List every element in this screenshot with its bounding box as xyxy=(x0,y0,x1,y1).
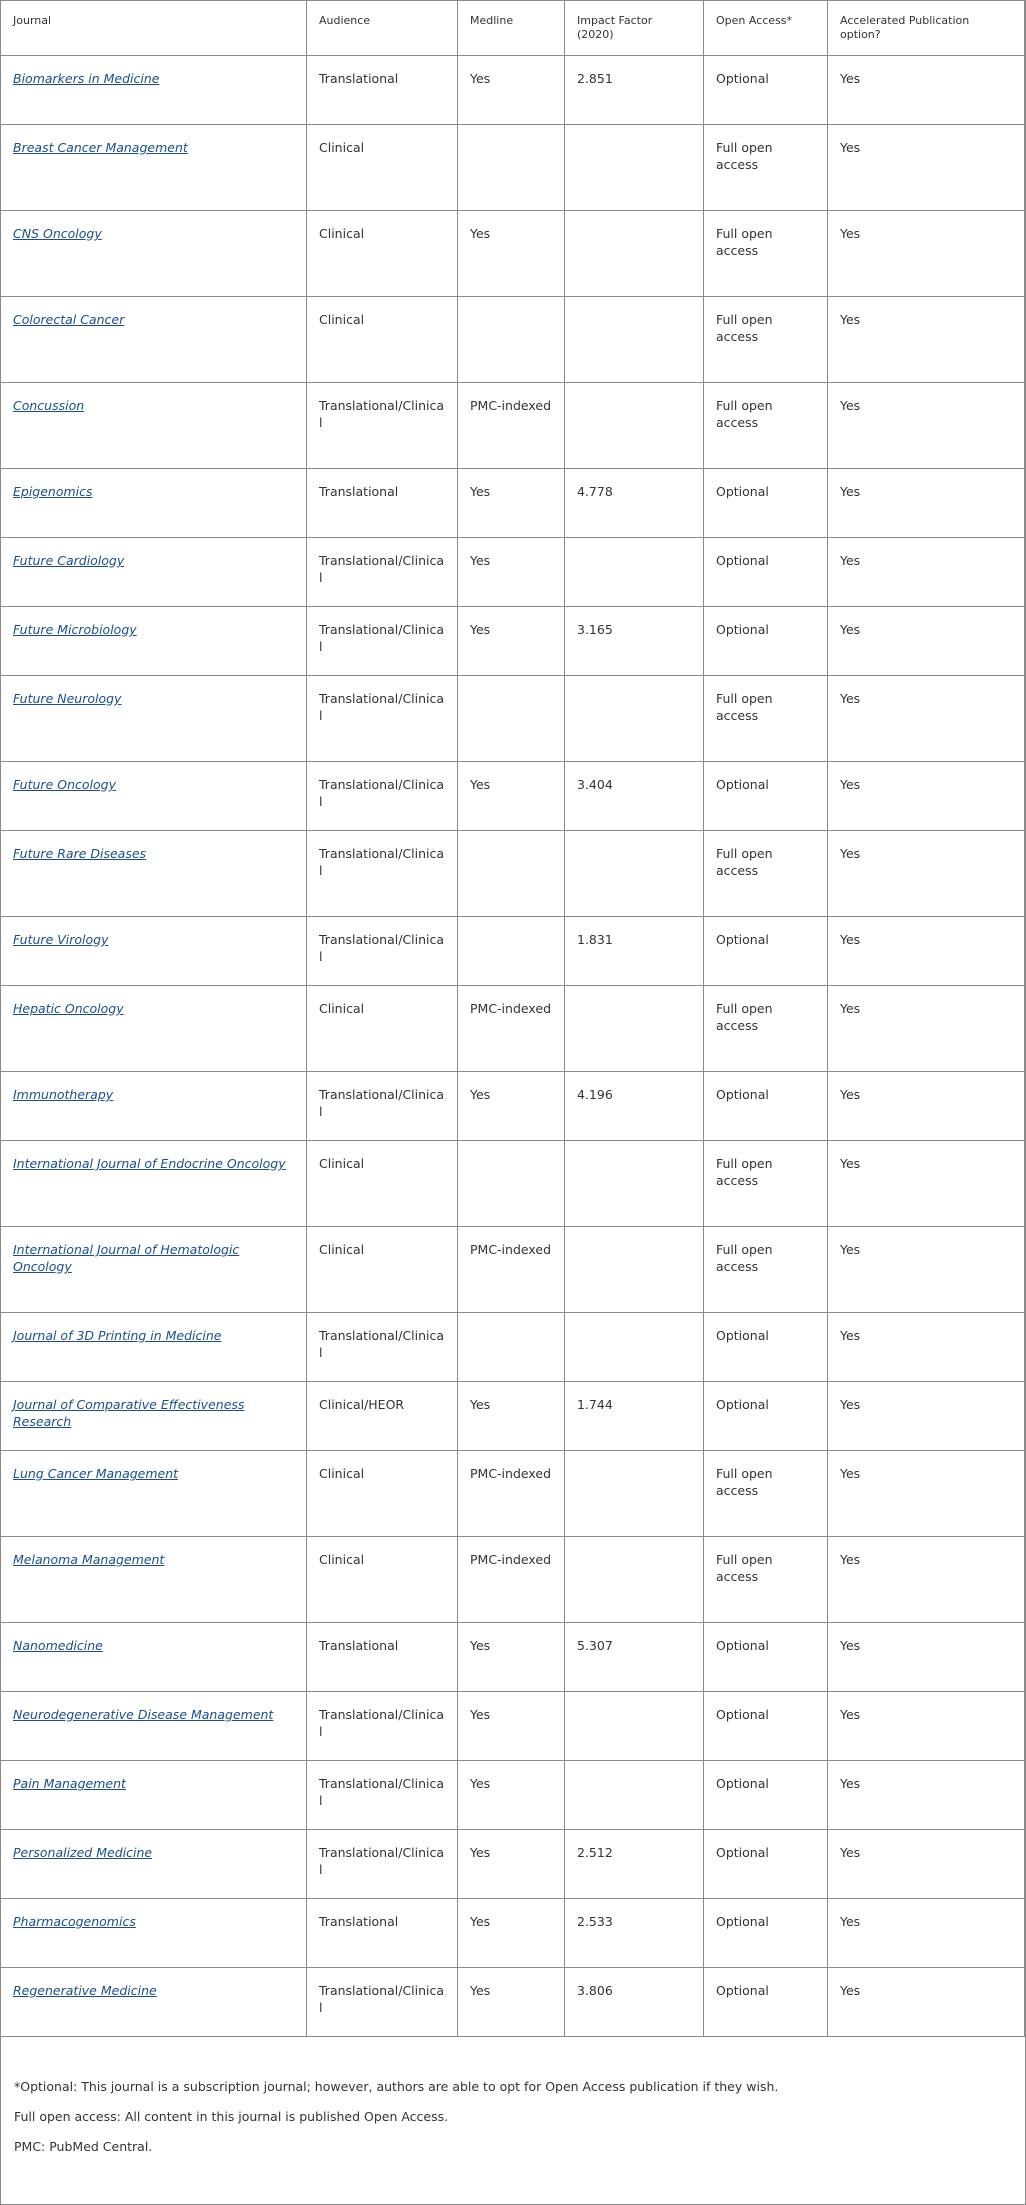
cell-accelerated-publication: Yes xyxy=(828,1072,1025,1141)
cell-journal xyxy=(1,1899,307,1968)
cell-journal xyxy=(1,1830,307,1899)
cell-accelerated-publication: Yes xyxy=(828,1623,1025,1692)
table-row xyxy=(1,1313,1025,1382)
cell-audience: Translational/Clinical xyxy=(307,1072,458,1141)
table-row xyxy=(1,1451,1025,1537)
cell-audience: Clinical xyxy=(307,986,458,1072)
cell-journal xyxy=(1,1451,307,1537)
cell-medline: Yes xyxy=(458,211,565,297)
cell-journal xyxy=(1,1623,307,1692)
footnotes xyxy=(0,2072,1024,2162)
journal-link[interactable]: Pain Management xyxy=(13,1776,126,1791)
cell-medline xyxy=(458,297,565,383)
table-row xyxy=(1,1623,1025,1692)
journal-link[interactable]: Pharmacogenomics xyxy=(13,1914,136,1929)
cell-impact-factor xyxy=(565,831,704,917)
cell-impact-factor xyxy=(565,1227,704,1313)
journal-link[interactable]: Regenerative Medicine xyxy=(13,1983,157,1998)
cell-journal xyxy=(1,1141,307,1227)
cell-audience: Translational/Clinical xyxy=(307,383,458,469)
cell-medline: PMC-indexed xyxy=(458,383,565,469)
cell-audience: Translational/Clinical xyxy=(307,762,458,831)
cell-journal xyxy=(1,1313,307,1382)
cell-open-access: Optional xyxy=(704,1313,828,1382)
header-accelerated-publication: Accelerated Publication option? xyxy=(828,1,1025,56)
cell-impact-factor xyxy=(565,211,704,297)
cell-accelerated-publication: Yes xyxy=(828,1692,1025,1761)
cell-journal xyxy=(1,1761,307,1830)
cell-open-access: Full open access xyxy=(704,831,828,917)
cell-medline: Yes xyxy=(458,56,565,125)
cell-medline: Yes xyxy=(458,469,565,538)
cell-medline: Yes xyxy=(458,1692,565,1761)
cell-journal xyxy=(1,538,307,607)
table-row xyxy=(1,383,1025,469)
cell-open-access: Full open access xyxy=(704,125,828,211)
cell-medline: Yes xyxy=(458,1623,565,1692)
cell-open-access: Optional xyxy=(704,1968,828,2037)
cell-journal xyxy=(1,917,307,986)
cell-accelerated-publication: Yes xyxy=(828,56,1025,125)
cell-audience: Translational/Clinical xyxy=(307,1968,458,2037)
cell-open-access: Optional xyxy=(704,1761,828,1830)
cell-impact-factor xyxy=(565,1141,704,1227)
header-medline: Medline xyxy=(458,1,565,56)
cell-medline xyxy=(458,831,565,917)
cell-open-access: Full open access xyxy=(704,297,828,383)
journal-link[interactable]: Melanoma Management xyxy=(13,1552,165,1567)
cell-audience: Translational xyxy=(307,469,458,538)
footnote-optional: *Optional: This journal is a subscription journal; however, authors are able to opt for Open Access publication if they wish. xyxy=(14,2079,779,2094)
cell-medline: PMC-indexed xyxy=(458,1451,565,1537)
journal-link[interactable]: Future Virology xyxy=(13,932,109,947)
journal-link[interactable]: Epigenomics xyxy=(13,484,93,499)
cell-journal xyxy=(1,383,307,469)
cell-medline xyxy=(458,1313,565,1382)
cell-accelerated-publication: Yes xyxy=(828,1968,1025,2037)
cell-audience: Translational xyxy=(307,56,458,125)
cell-accelerated-publication: Yes xyxy=(828,762,1025,831)
cell-open-access: Optional xyxy=(704,1382,828,1451)
cell-impact-factor xyxy=(565,986,704,1072)
cell-journal xyxy=(1,211,307,297)
cell-accelerated-publication: Yes xyxy=(828,1227,1025,1313)
cell-audience: Clinical xyxy=(307,1537,458,1623)
journal-link[interactable]: International Journal of Endocrine Oncology xyxy=(13,1156,286,1171)
cell-impact-factor: 4.196 xyxy=(565,1072,704,1141)
journal-link[interactable]: Future Cardiology xyxy=(13,553,125,568)
cell-accelerated-publication: Yes xyxy=(828,607,1025,676)
cell-impact-factor xyxy=(565,1537,704,1623)
cell-accelerated-publication: Yes xyxy=(828,917,1025,986)
cell-audience: Clinical xyxy=(307,1141,458,1227)
cell-impact-factor xyxy=(565,1313,704,1382)
cell-open-access: Full open access xyxy=(704,1141,828,1227)
cell-open-access: Optional xyxy=(704,917,828,986)
journal-link[interactable]: Concussion xyxy=(13,398,85,413)
cell-open-access: Optional xyxy=(704,1830,828,1899)
cell-accelerated-publication: Yes xyxy=(828,676,1025,762)
cell-audience: Clinical xyxy=(307,1227,458,1313)
table-row xyxy=(1,1072,1025,1141)
cell-impact-factor: 2.851 xyxy=(565,56,704,125)
cell-audience: Translational xyxy=(307,1899,458,1968)
journal-link[interactable]: International Journal of Hematologic Oncology xyxy=(13,1242,240,1274)
journal-link[interactable]: CNS Oncology xyxy=(13,226,102,241)
cell-journal xyxy=(1,1537,307,1623)
cell-medline xyxy=(458,1141,565,1227)
cell-journal xyxy=(1,1072,307,1141)
cell-audience: Translational/Clinical xyxy=(307,1692,458,1761)
cell-audience: Translational/Clinical xyxy=(307,831,458,917)
journal-link[interactable]: Personalized Medicine xyxy=(13,1845,153,1860)
journal-link[interactable]: Breast Cancer Management xyxy=(13,140,188,155)
cell-accelerated-publication: Yes xyxy=(828,1141,1025,1227)
table-row xyxy=(1,1899,1025,1968)
cell-journal xyxy=(1,1692,307,1761)
header-open-access: Open Access* xyxy=(704,1,828,56)
cell-audience: Clinical/HEOR xyxy=(307,1382,458,1451)
journal-link[interactable]: Journal of 3D Printing in Medicine xyxy=(13,1328,222,1343)
cell-open-access: Full open access xyxy=(704,676,828,762)
table-body xyxy=(1,56,1025,2037)
cell-journal xyxy=(1,607,307,676)
journal-link[interactable]: Biomarkers in Medicine xyxy=(13,71,160,86)
cell-journal xyxy=(1,1968,307,2037)
journal-link[interactable]: Journal of Comparative Effectiveness Research xyxy=(13,1397,245,1429)
table-row xyxy=(1,211,1025,297)
cell-accelerated-publication: Yes xyxy=(828,986,1025,1072)
cell-accelerated-publication: Yes xyxy=(828,1899,1025,1968)
table-row xyxy=(1,538,1025,607)
table-row xyxy=(1,56,1025,125)
cell-impact-factor: 5.307 xyxy=(565,1623,704,1692)
journal-link[interactable]: Future Microbiology xyxy=(13,622,137,637)
cell-medline: Yes xyxy=(458,607,565,676)
cell-open-access: Optional xyxy=(704,538,828,607)
header-journal: Journal xyxy=(1,1,307,56)
cell-open-access: Full open access xyxy=(704,1451,828,1537)
cell-journal xyxy=(1,986,307,1072)
cell-medline xyxy=(458,917,565,986)
cell-accelerated-publication: Yes xyxy=(828,831,1025,917)
cell-open-access: Optional xyxy=(704,1623,828,1692)
table-row xyxy=(1,676,1025,762)
table-row xyxy=(1,1141,1025,1227)
cell-accelerated-publication: Yes xyxy=(828,1313,1025,1382)
cell-impact-factor: 1.831 xyxy=(565,917,704,986)
cell-open-access: Full open access xyxy=(704,1227,828,1313)
cell-open-access: Full open access xyxy=(704,211,828,297)
cell-open-access: Full open access xyxy=(704,383,828,469)
journal-link[interactable]: Immunotherapy xyxy=(13,1087,114,1102)
cell-journal xyxy=(1,831,307,917)
cell-medline: Yes xyxy=(458,1072,565,1141)
cell-medline: Yes xyxy=(458,1830,565,1899)
cell-journal xyxy=(1,762,307,831)
table-row xyxy=(1,1830,1025,1899)
cell-open-access: Optional xyxy=(704,1899,828,1968)
cell-accelerated-publication: Yes xyxy=(828,211,1025,297)
cell-audience: Translational xyxy=(307,1623,458,1692)
cell-open-access: Optional xyxy=(704,1072,828,1141)
cell-medline: Yes xyxy=(458,1968,565,2037)
header-audience: Audience xyxy=(307,1,458,56)
cell-audience: Translational/Clinical xyxy=(307,1313,458,1382)
cell-audience: Translational/Clinical xyxy=(307,917,458,986)
cell-impact-factor: 4.778 xyxy=(565,469,704,538)
cell-impact-factor: 2.512 xyxy=(565,1830,704,1899)
table-row xyxy=(1,917,1025,986)
cell-journal xyxy=(1,56,307,125)
cell-audience: Clinical xyxy=(307,211,458,297)
cell-impact-factor xyxy=(565,676,704,762)
table-row xyxy=(1,469,1025,538)
table-row xyxy=(1,1968,1025,2037)
cell-accelerated-publication: Yes xyxy=(828,297,1025,383)
cell-impact-factor: 3.165 xyxy=(565,607,704,676)
cell-open-access: Optional xyxy=(704,607,828,676)
cell-open-access: Optional xyxy=(704,56,828,125)
journal-link[interactable]: Future Oncology xyxy=(13,777,116,792)
journal-link[interactable]: Lung Cancer Management xyxy=(13,1466,179,1481)
footnote-pmc: PMC: PubMed Central. xyxy=(14,2139,153,2154)
table-row xyxy=(1,1692,1025,1761)
table-row xyxy=(1,297,1025,383)
cell-accelerated-publication: Yes xyxy=(828,1537,1025,1623)
cell-medline: PMC-indexed xyxy=(458,986,565,1072)
cell-impact-factor xyxy=(565,1451,704,1537)
cell-audience: Translational/Clinical xyxy=(307,607,458,676)
cell-journal xyxy=(1,676,307,762)
cell-journal xyxy=(1,125,307,211)
cell-impact-factor xyxy=(565,1692,704,1761)
cell-impact-factor: 2.533 xyxy=(565,1899,704,1968)
cell-journal xyxy=(1,1227,307,1313)
cell-impact-factor: 3.806 xyxy=(565,1968,704,2037)
cell-accelerated-publication: Yes xyxy=(828,383,1025,469)
cell-open-access: Full open access xyxy=(704,986,828,1072)
cell-journal xyxy=(1,469,307,538)
cell-audience: Clinical xyxy=(307,1451,458,1537)
cell-audience: Translational/Clinical xyxy=(307,1761,458,1830)
cell-open-access: Optional xyxy=(704,762,828,831)
table-row xyxy=(1,762,1025,831)
cell-impact-factor: 3.404 xyxy=(565,762,704,831)
cell-audience: Translational/Clinical xyxy=(307,676,458,762)
table-row xyxy=(1,831,1025,917)
cell-impact-factor: 1.744 xyxy=(565,1382,704,1451)
journal-link[interactable]: Hepatic Oncology xyxy=(13,1001,124,1016)
cell-accelerated-publication: Yes xyxy=(828,538,1025,607)
header-row xyxy=(1,1,1025,56)
table-row xyxy=(1,1227,1025,1313)
cell-impact-factor xyxy=(565,538,704,607)
cell-medline: PMC-indexed xyxy=(458,1537,565,1623)
journal-link[interactable]: Future Neurology xyxy=(13,691,122,706)
cell-impact-factor xyxy=(565,125,704,211)
journal-link[interactable]: Colorectal Cancer xyxy=(13,312,125,327)
table-row xyxy=(1,986,1025,1072)
cell-audience: Translational/Clinical xyxy=(307,538,458,607)
cell-audience: Clinical xyxy=(307,125,458,211)
cell-accelerated-publication: Yes xyxy=(828,1382,1025,1451)
cell-accelerated-publication: Yes xyxy=(828,1451,1025,1537)
journal-link[interactable]: Future Rare Diseases xyxy=(13,846,147,861)
cell-medline: Yes xyxy=(458,762,565,831)
cell-audience: Clinical xyxy=(307,297,458,383)
cell-open-access: Full open access xyxy=(704,1537,828,1623)
header-impact-factor: Impact Factor (2020) xyxy=(565,1,704,56)
table-row xyxy=(1,1761,1025,1830)
cell-medline xyxy=(458,125,565,211)
journal-link[interactable]: Nanomedicine xyxy=(13,1638,103,1653)
cell-impact-factor xyxy=(565,383,704,469)
cell-impact-factor xyxy=(565,1761,704,1830)
cell-accelerated-publication: Yes xyxy=(828,1761,1025,1830)
cell-open-access: Optional xyxy=(704,469,828,538)
table-row xyxy=(1,125,1025,211)
cell-accelerated-publication: Yes xyxy=(828,125,1025,211)
cell-accelerated-publication: Yes xyxy=(828,469,1025,538)
journal-link[interactable]: Neurodegenerative Disease Management xyxy=(13,1707,274,1722)
cell-medline: PMC-indexed xyxy=(458,1227,565,1313)
cell-medline xyxy=(458,676,565,762)
table-row xyxy=(1,1537,1025,1623)
cell-accelerated-publication: Yes xyxy=(828,1830,1025,1899)
footnote-full-open-access: Full open access: All content in this journal is published Open Access. xyxy=(14,2109,449,2124)
table-row xyxy=(1,607,1025,676)
cell-impact-factor xyxy=(565,297,704,383)
cell-journal xyxy=(1,1382,307,1451)
cell-medline: Yes xyxy=(458,1382,565,1451)
cell-medline: Yes xyxy=(458,1899,565,1968)
table-row xyxy=(1,1382,1025,1451)
cell-medline: Yes xyxy=(458,1761,565,1830)
cell-medline: Yes xyxy=(458,538,565,607)
cell-open-access: Optional xyxy=(704,1692,828,1761)
cell-audience: Translational/Clinical xyxy=(307,1830,458,1899)
cell-journal xyxy=(1,297,307,383)
